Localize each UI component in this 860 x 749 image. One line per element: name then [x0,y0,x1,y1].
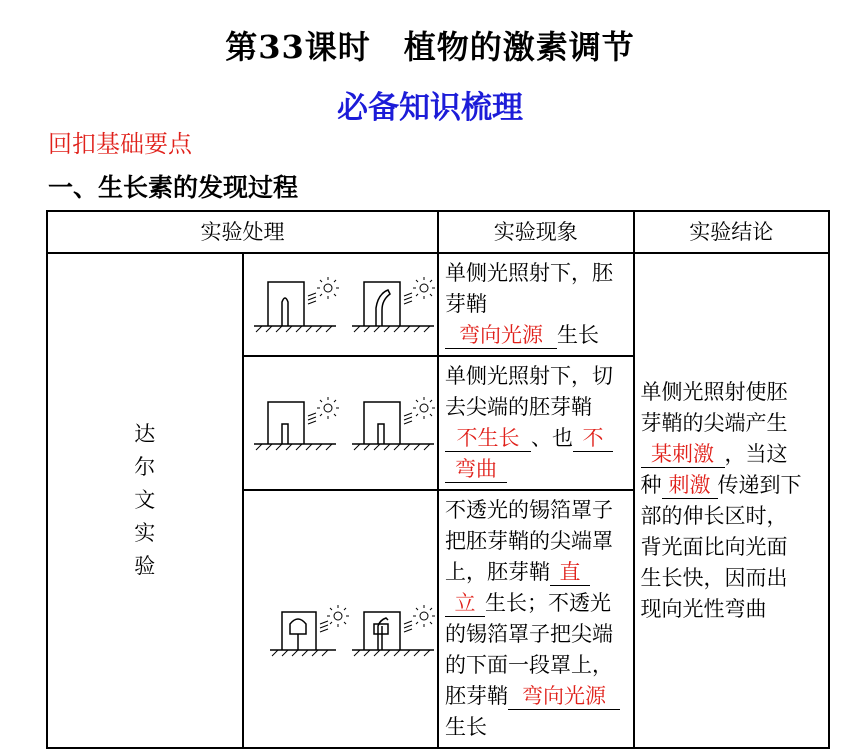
header-conclusion: 实验结论 [634,211,830,253]
phenomenon-1: 单侧光照射下，胚芽鞘 弯向光源 生长 [438,253,634,356]
light-ray-icon [308,413,412,424]
answer-blank: 不 [573,425,613,452]
sun-icon [317,397,435,419]
table-header-row [47,211,829,253]
experiment-diagram-1 [243,253,439,356]
table-row [47,253,829,356]
light-ray-icon [320,621,412,632]
answer-blank: 刺激 [662,472,718,499]
row-label-darwin: 达 尔 文 实 验 [47,253,243,748]
conclusion-cell: 单侧光照射使胚芽鞘的尖端产生某刺激 ，当这种 刺激 传递到下部的伸长区时，背光面比向光面生长快，因而出现向光性弯曲 [634,253,830,748]
experiment-diagram-2 [243,356,439,490]
experiment-table [46,210,830,749]
sun-icon [317,277,435,299]
answer-blank: 直 [550,559,590,586]
answer-blank: 弯曲 [445,456,507,483]
answer-blank: 某刺激 [641,441,725,468]
page-title: 第33课时 植物的激素调节 [225,28,635,66]
phenomenon-2: 单侧光照射下，切去尖端的胚芽鞘不生长 、也 不 弯曲 [438,356,634,490]
answer-blank: 弯向光源 [445,322,557,349]
header-phenomenon: 实验现象 [438,211,634,253]
page-subtitle: 必备知识梳理 [337,90,523,126]
light-ray-icon [308,293,412,304]
experiment-diagram-3 [243,490,439,748]
section-red-heading: 回扣基础要点 [48,130,192,158]
header-treatment: 实验处理 [47,211,438,253]
section-title: 一、生长素的发现过程 [48,173,299,202]
answer-blank: 立 [445,590,485,617]
answer-blank: 不生长 [445,425,531,452]
phenomenon-3: 不透光的锡箔罩子把胚芽鞘的尖端罩上，胚芽鞘 直 立 生长；不透光的锡箔罩子把尖端的下面一段罩上，胚芽鞘 弯向光源生长 [438,490,634,748]
answer-blank: 弯向光源 [508,683,620,710]
